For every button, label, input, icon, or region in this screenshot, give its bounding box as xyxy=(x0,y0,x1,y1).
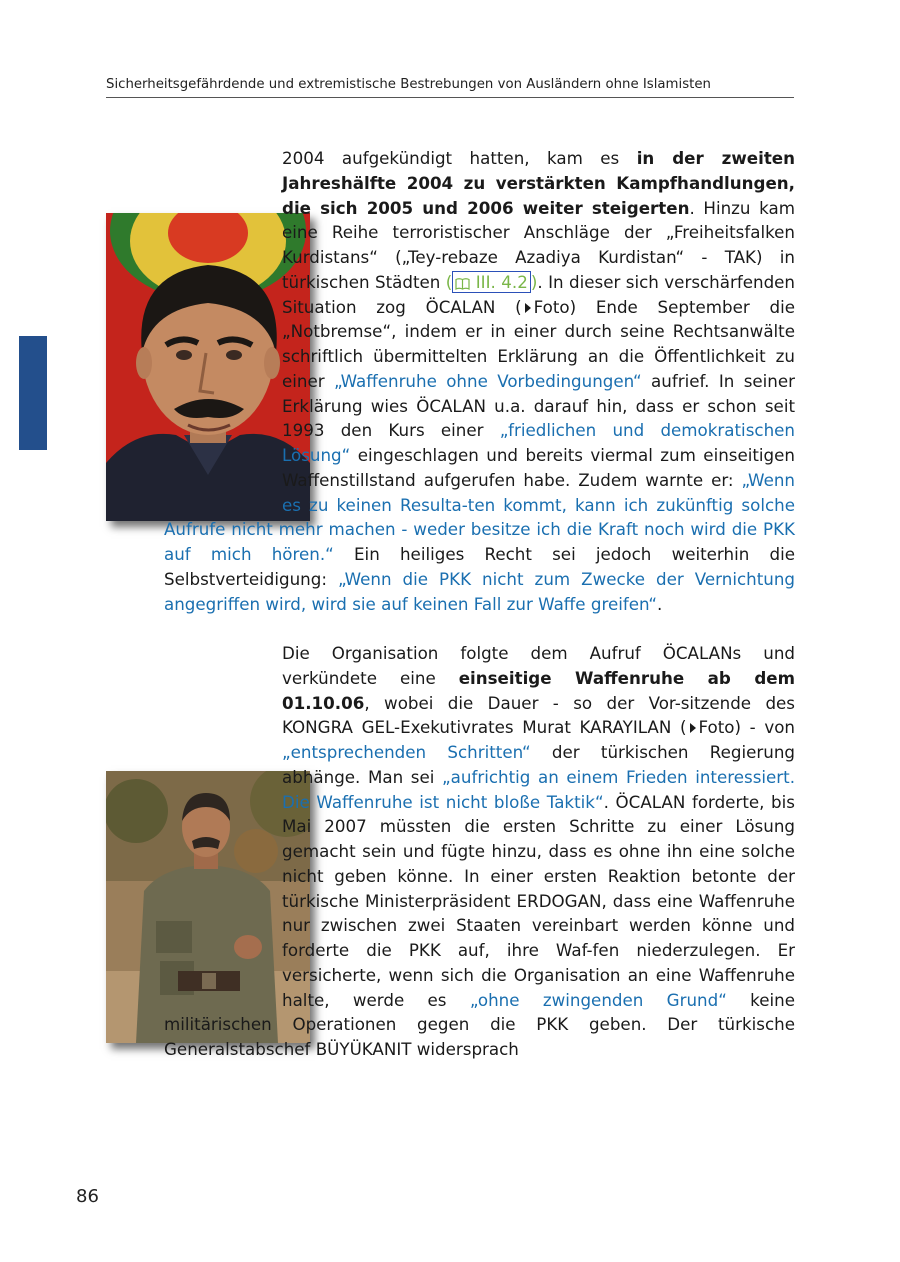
cross-reference-link[interactable] xyxy=(452,271,531,293)
text-segment: , wobei die Dauer - so der Vor-sitzende des KONGRA GEL-Exekutivrates Murat KARAYILAN ( xyxy=(282,692,795,738)
running-header: Sicherheitsgefährdende und extremistische Bestrebungen von Ausländern ohne Islamisten xyxy=(106,77,794,98)
page-number: 86 xyxy=(76,1186,99,1207)
paragraph-2 xyxy=(164,641,795,1062)
quote-segment: „ohne zwingenden Grund“ xyxy=(469,989,727,1010)
quote-segment: „Wenn es zu keinen Resulta-ten kommt, kann ich zukünftig solche Aufrufe nicht mehr machen - weder besitze ich die Kraft noch wird die PKK auf mich hören.“ xyxy=(164,469,795,564)
text-segment: . In dieser sich verschärfenden Situation zog ÖCALAN ( xyxy=(282,271,795,317)
photo-pointer-icon xyxy=(524,302,532,314)
text-segment: ) - von xyxy=(734,717,795,738)
photo-2-text-wrap xyxy=(106,715,282,1000)
chapter-side-tab xyxy=(19,336,47,450)
bold-segment: in der zweiten Jahreshälfte 2004 zu verstärkten Kampfhandlungen, die sich 2005 und 2006 weiter steigerten xyxy=(282,148,795,218)
text-segment: ) Ende September die „Notbremse“, indem er in einer durch seine Rechtsanwälte schriftlich übermittelten Erklärung an die Öffentlichkeit zu einer xyxy=(282,296,796,391)
cross-reference[interactable] xyxy=(446,271,538,293)
text-segment: . xyxy=(657,593,663,614)
text-segment: 2004 aufgekündigt hatten, kam es xyxy=(282,148,637,168)
quote-segment: „Wenn die PKK nicht zum Zwecke der Vernichtung angegriffen wird, wird sie auf keinen Fall zur Waffe greifen“ xyxy=(164,568,795,614)
photo-pointer-icon xyxy=(689,722,697,734)
text-segment: keine militärischen Operationen gegen die PKK geben. Der türkische Generalstabschef BÜYÜKANIT widersprach xyxy=(164,989,795,1059)
text-segment: eingeschlagen und bereits viermal zum einseitigen Waffenstillstand aufgerufen habe. Zudem warnte er: xyxy=(282,445,795,490)
paragraph-1 xyxy=(164,146,795,616)
book-icon xyxy=(455,278,470,290)
xref-label: III. 4.2 xyxy=(475,271,528,292)
quote-segment: „Waffenruhe ohne Vorbedingungen“ xyxy=(333,370,642,391)
text-segment: der türkischen Regierung abhänge. Man sei xyxy=(282,742,795,787)
bold-segment: einseitige Waffenruhe ab dem 01.10.06 xyxy=(282,667,795,713)
quote-segment: „entsprechenden Schritten“ xyxy=(282,742,531,762)
text-segment: . ÖCALAN forderte, bis Mai 2007 müssten die ersten Schritte zu einer Lösung gemacht sein und fügte hinzu, dass es ohne ihn eine solche nicht geben könne. In einer ersten Reaktion betonte der türkische Ministerpräsident ERDOGAN, dass eine Waffenruhe nur zwischen zwei Staaten vereinbart werden könne und forderte die PKK auf, ihre Waf-fen niederzulegen. Er versicherte, wenn sich die Organisation an eine Waffenruhe halte, werde es xyxy=(282,791,795,1010)
text-segment: Die Organisation folgte dem Aufruf ÖCALANs und verkündete eine xyxy=(282,643,795,688)
quote-segment: „friedlichen und demokratischen Lösung“ xyxy=(282,420,795,465)
photo-1-text-wrap xyxy=(106,196,282,517)
text-segment: Ein heiliges Recht sei jedoch weiterhin die Selbstverteidigung: xyxy=(164,544,795,589)
photo-reference: Foto xyxy=(698,717,735,738)
text-segment: aufrief. In seiner Erklärung wies ÖCALAN u.a. darauf hin, dass er schon seit 1993 den Kurs einer xyxy=(282,370,795,441)
text-segment: . Hinzu kam eine Reihe terroristischer Anschläge der „Freiheitsfalken Kurdistans“ („Tey-rebaze Azadiya Kurdistan“ - TAK) in türkischen Städten xyxy=(282,197,795,292)
xref-paren-close: ) xyxy=(530,271,538,292)
photo-reference: Foto xyxy=(533,296,570,317)
quote-segment: „aufrichtig an einem Frieden interessiert. Die Waffenruhe ist nicht bloße Taktik“ xyxy=(282,766,795,812)
article-body xyxy=(164,146,795,1062)
xref-paren-open: ( xyxy=(445,271,453,292)
